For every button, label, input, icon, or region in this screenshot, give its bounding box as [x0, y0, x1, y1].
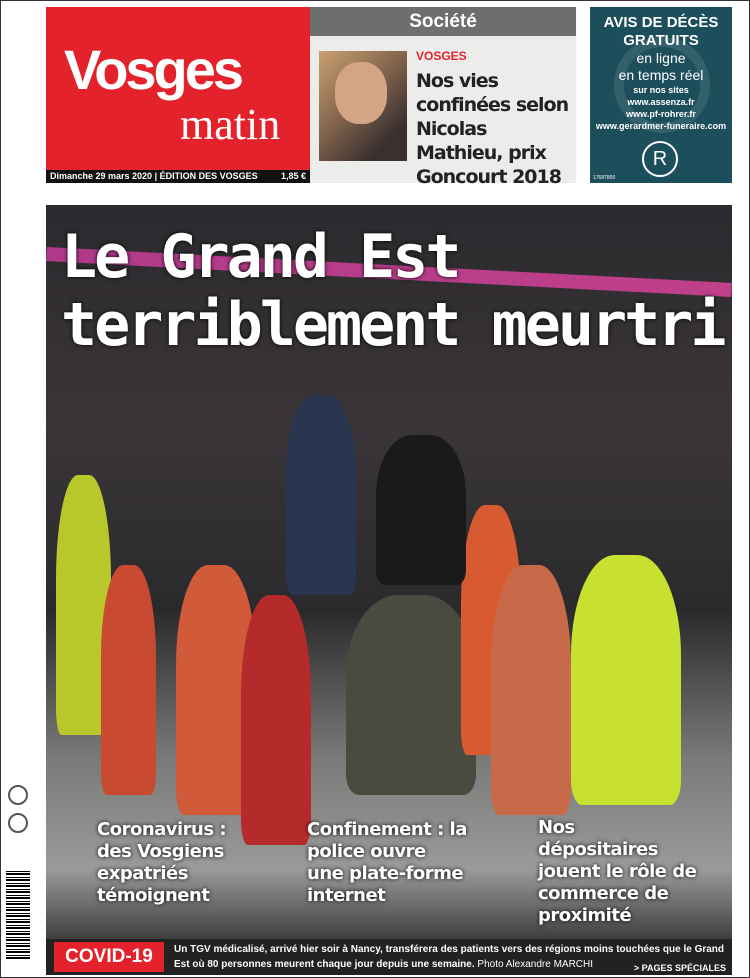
ad-line1: AVIS DE DÉCÈS [603, 14, 719, 31]
edition-bar [46, 170, 310, 183]
headline-line2: terriblement meurtri [61, 290, 724, 360]
sub-story-coronavirus[interactable]: Coronavirus : des Vosgiens expatriés témoignent [97, 819, 227, 906]
main-headline[interactable] [61, 223, 723, 359]
barcode-icon [6, 869, 30, 959]
logo-matin: matin [180, 100, 281, 149]
teaser-title: Nos vies confinées selon Nicolas Mathieu, prix Goncourt 2018 [416, 70, 569, 188]
seal-icon [8, 785, 28, 805]
ad-line5: sur nos sites [633, 85, 689, 95]
sub-story-confinement[interactable]: Confinement : la police ouvre une plate-forme internet [307, 819, 467, 906]
funeral-logo-icon: R [642, 141, 678, 177]
covid-tag: COVID-19 [54, 942, 164, 972]
footer-caption-bar [46, 939, 732, 975]
caption-text: Un TGV médicalisé, arrivé hier soir à Nancy, transférera des patients vers des régions moins touchées que le Grand Est où 80 personnes meurent chaque jour depuis une semaine. [174, 944, 725, 970]
ad-site2: www.pf-rohrer.fr [626, 109, 696, 119]
ad-line4: en temps réel [618, 67, 704, 83]
ad-ring-decoration [614, 37, 710, 133]
section-header: Société [310, 7, 576, 36]
pages-speciales-link[interactable]: > PAGES SPÉCIALES [633, 963, 726, 973]
sub-story-depositaires[interactable]: Nos dépositaires jouent le rôle de commerce de proximité [538, 817, 697, 926]
portrait-face [335, 62, 387, 124]
obituary-ad[interactable] [590, 7, 732, 183]
logo-vosges: Vosges [64, 38, 242, 101]
price: 1,85 € [280, 171, 306, 181]
ad-site1: www.assenza.fr [627, 97, 695, 107]
ad-line2: GRATUITS [623, 32, 699, 49]
photo-credit: Photo Alexandre MARCHI [477, 959, 594, 970]
seal-icon-2 [8, 813, 28, 833]
teaser-box[interactable] [310, 7, 576, 188]
ad-line3: en ligne [636, 50, 686, 66]
ad-site3: www.gerardmer-funeraire.com [595, 121, 727, 131]
ad-code: 17687800 [593, 175, 616, 181]
masthead [46, 7, 310, 183]
teaser-kicker: VOSGES [416, 49, 467, 63]
headline-line1: Le Grand Est [61, 222, 459, 292]
date-edition: Dimanche 29 mars 2020 | ÉDITION DES VOSGES [50, 171, 258, 181]
